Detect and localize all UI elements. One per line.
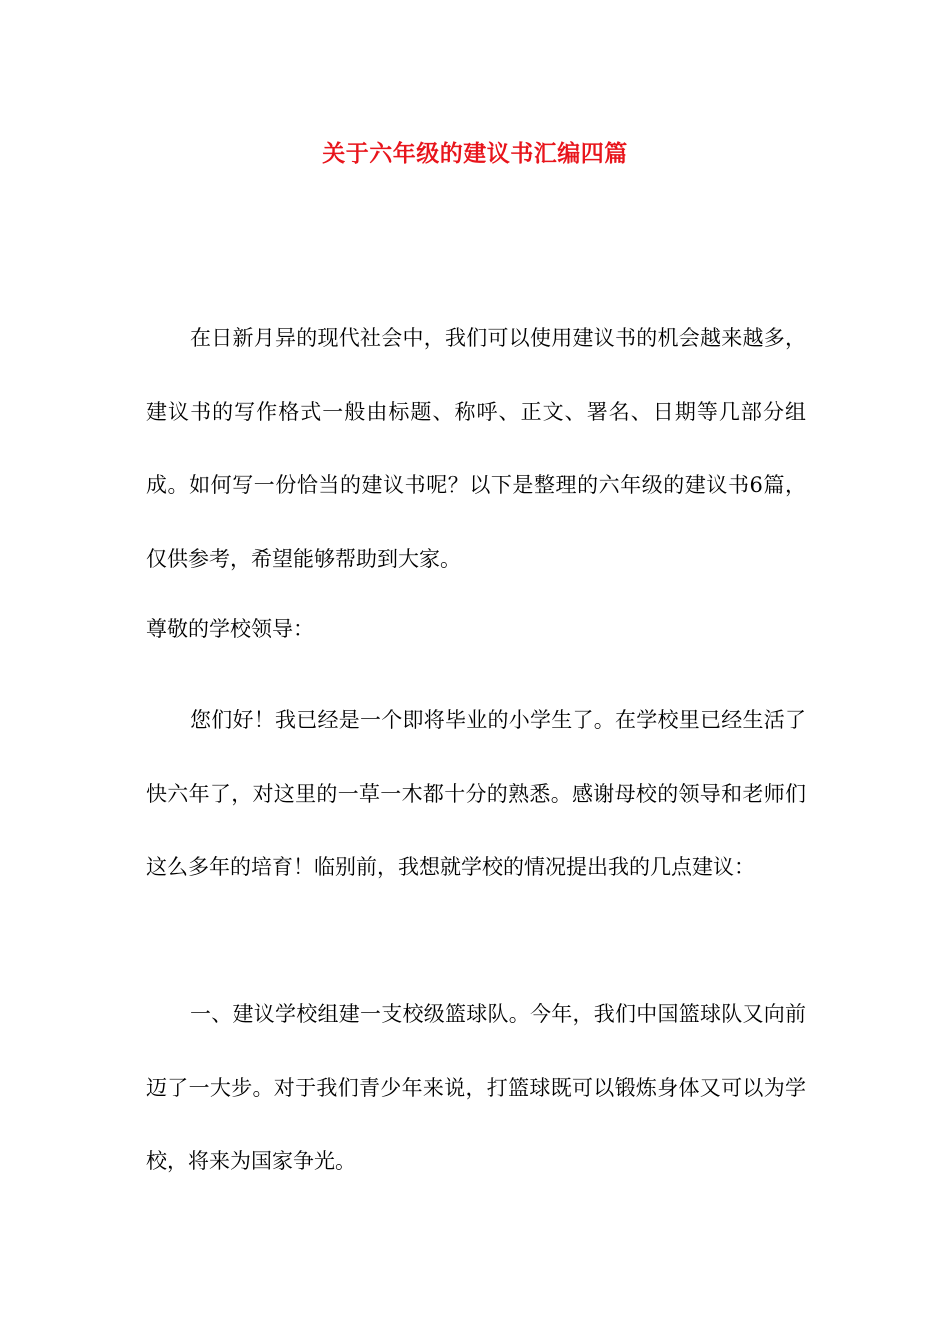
intro-paragraph: 在日新月异的现代社会中，我们可以使用建议书的机会越来越多，建议书的写作格式一般由标题、称呼、正文、署名、日期等几部分组成。如何写一份恰当的建议书呢？以下是整理的六年级的建议书6篇，仅供参考，希望能够帮助到大家。 (146, 326, 806, 571)
salutation: 尊敬的学校领导： (146, 617, 314, 641)
body-paragraph-suggestion-1: 一、建议学校组建一支校级篮球队。今年，我们中国篮球队又向前迈了一大步。对于我们青少年来说，打篮球既可以锻炼身体又可以为学校，将来为国家争光。 (146, 1002, 806, 1174)
body-paragraph-greeting: 您们好！我已经是一个即将毕业的小学生了。在学校里已经生活了快六年了，对这里的一草一木都十分的熟悉。感谢母校的领导和老师们这么多年的培育！临别前，我想就学校的情况提出我的几点建议： (146, 708, 806, 880)
document-title: 关于六年级的建议书汇编四篇 (322, 141, 628, 167)
